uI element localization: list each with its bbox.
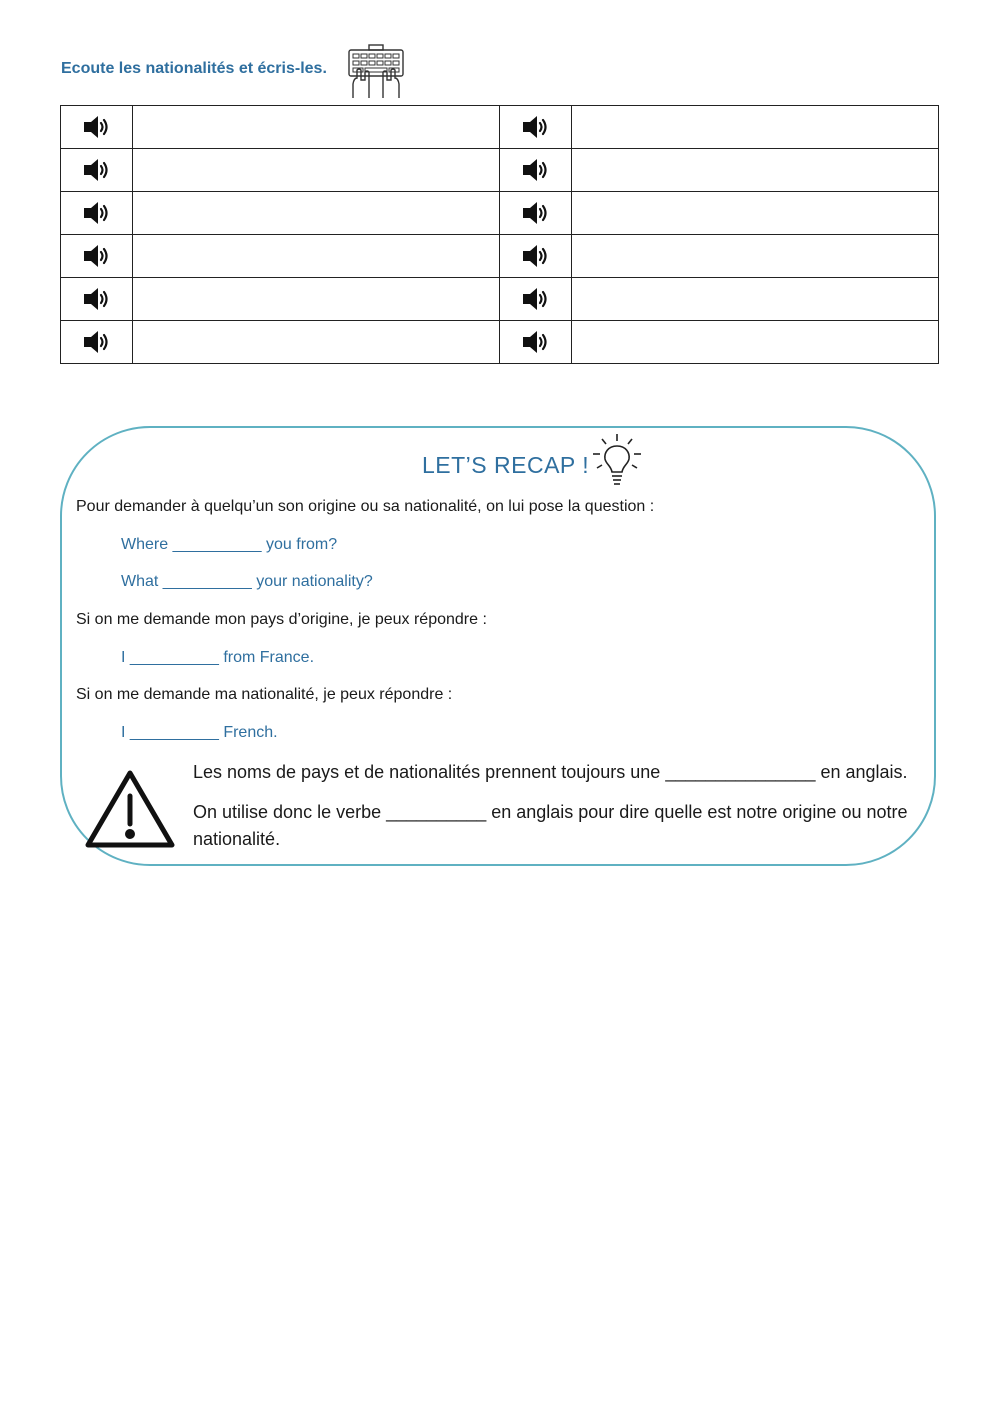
recap-example-nationality: I __________ French. [121, 724, 278, 741]
nationality-answer-input[interactable] [133, 321, 499, 363]
play-audio-button[interactable] [61, 278, 133, 321]
nationality-answer-input[interactable] [572, 321, 938, 363]
speaker-icon [521, 329, 551, 355]
nationality-answer-input[interactable] [133, 235, 499, 277]
play-audio-button[interactable] [500, 235, 572, 278]
play-audio-button[interactable] [500, 149, 572, 192]
table-row [61, 149, 939, 192]
nationality-answer-input[interactable] [133, 278, 499, 320]
table-row [61, 278, 939, 321]
answer-cell [133, 321, 500, 364]
recap-title: LET’S RECAP ! [422, 452, 590, 478]
nationality-answer-input[interactable] [572, 149, 938, 191]
nationality-answer-input[interactable] [572, 235, 938, 277]
speaker-icon [82, 243, 112, 269]
table-row [61, 235, 939, 278]
speaker-icon [82, 114, 112, 140]
play-audio-button[interactable] [61, 106, 133, 149]
answer-cell [133, 235, 500, 278]
nationality-answer-input[interactable] [572, 192, 938, 234]
table-row [61, 106, 939, 149]
recap-intro-question: Pour demander à quelqu’un son origine ou sa nationalité, on lui pose la question : [76, 498, 655, 515]
answer-cell [572, 321, 939, 364]
answer-cell [572, 149, 939, 192]
answer-cell [572, 235, 939, 278]
play-audio-button[interactable] [500, 278, 572, 321]
answer-cell [133, 149, 500, 192]
nationalities-table [60, 105, 939, 364]
instruction-title: Ecoute les nationalités et écris-les. [61, 60, 327, 77]
answer-cell [133, 278, 500, 321]
play-audio-button[interactable] [61, 192, 133, 235]
nationality-answer-input[interactable] [572, 278, 938, 320]
warning-triangle-icon [84, 768, 176, 850]
table-row [61, 321, 939, 364]
keyboard-typing-icon [347, 44, 405, 100]
play-audio-button[interactable] [61, 235, 133, 278]
play-audio-button[interactable] [61, 321, 133, 364]
answer-cell [133, 106, 500, 149]
speaker-icon [521, 114, 551, 140]
lightbulb-icon [592, 432, 642, 490]
recap-example-what: What __________ your nationality? [121, 573, 373, 590]
speaker-icon [82, 200, 112, 226]
speaker-icon [521, 286, 551, 312]
answer-cell [572, 192, 939, 235]
answer-cell [572, 278, 939, 321]
recap-intro-origin: Si on me demande mon pays d’origine, je peux répondre : [76, 611, 487, 628]
recap-intro-nationality: Si on me demande ma nationalité, je peux répondre : [76, 686, 453, 703]
speaker-icon [521, 200, 551, 226]
speaker-icon [82, 329, 112, 355]
recap-example-origin: I __________ from France. [121, 649, 315, 666]
speaker-icon [521, 157, 551, 183]
speaker-icon [82, 157, 112, 183]
recap-example-where: Where __________ you from? [121, 536, 338, 553]
speaker-icon [521, 243, 551, 269]
play-audio-button[interactable] [500, 106, 572, 149]
play-audio-button[interactable] [500, 321, 572, 364]
nationality-answer-input[interactable] [572, 106, 938, 148]
recap-box [60, 426, 936, 866]
play-audio-button[interactable] [500, 192, 572, 235]
answer-cell [572, 106, 939, 149]
play-audio-button[interactable] [61, 149, 133, 192]
nationality-answer-input[interactable] [133, 106, 499, 148]
recap-note-capital: Les noms de pays et de nationalités prennent toujours une _______________ en anglais. [193, 762, 908, 782]
nationality-answer-input[interactable] [133, 192, 499, 234]
answer-cell [133, 192, 500, 235]
table-row [61, 192, 939, 235]
speaker-icon [82, 286, 112, 312]
recap-note-verb: On utilise donc le verbe __________ en anglais pour dire quelle est notre origine ou notre nationalité. [193, 802, 908, 849]
nationality-answer-input[interactable] [133, 149, 499, 191]
